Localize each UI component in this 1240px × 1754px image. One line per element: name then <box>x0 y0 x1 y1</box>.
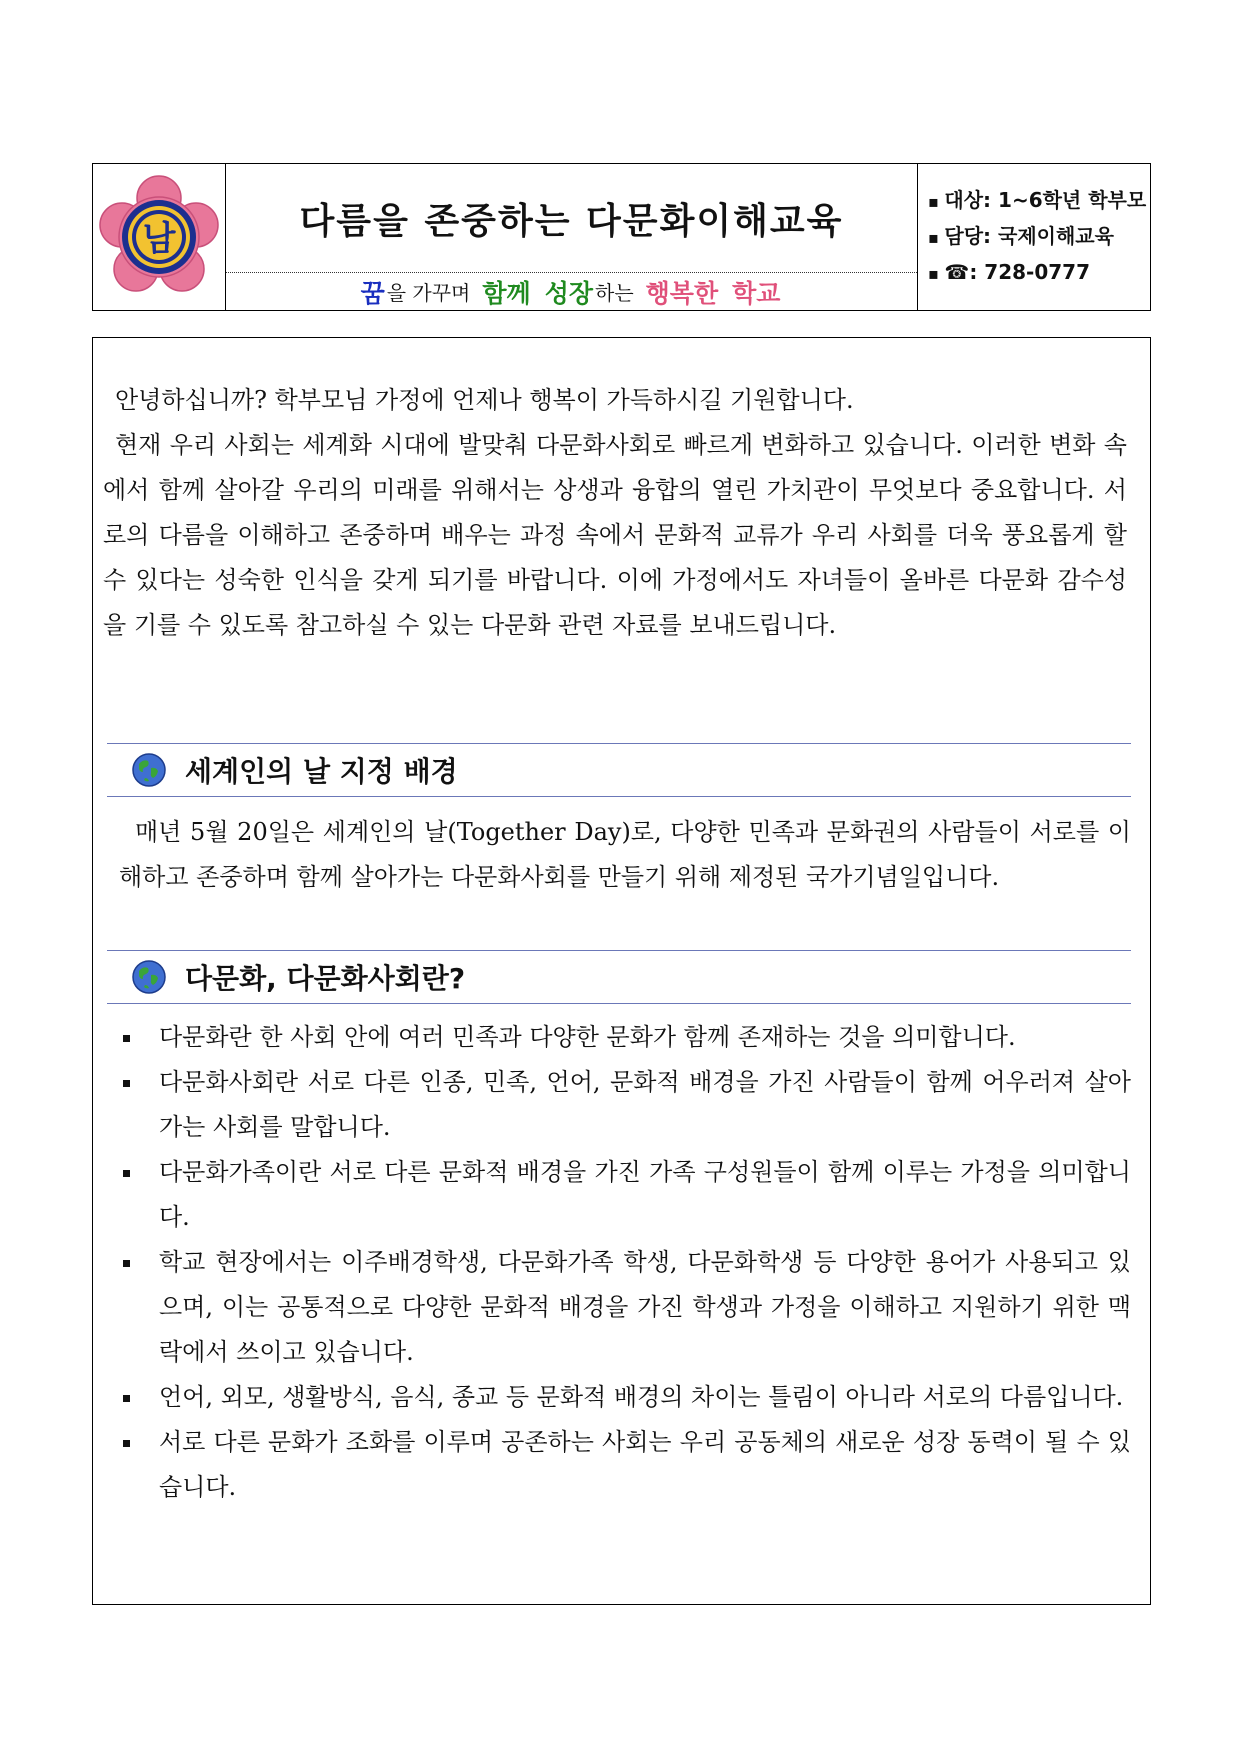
slogan-part1: 을 가꾸며 <box>386 281 471 305</box>
intro-body: 현재 우리 사회는 세계화 시대에 발맞춰 다문화사회로 빠르게 변화하고 있습니다. 이러한 변화 속에서 함께 살아갈 우리의 미래를 위해서는 상생과 융합의 열린 가치관이 무엇보다 중요합니다. 서로의 다름을 이해하고 존중하며 배우는 과정 속에서 문화적 교류가 우리 사회를 더욱 풍요롭게 할 수 있다는 성숙한 인식을 갖게 되기를 바랍니다. 이에 가정에서도 자녀들이 올바른 다문화 감수성을 기를 수 있도록 참고하실 수 있는 다문화 관련 자료를 보내드립니다. <box>103 431 1127 639</box>
school-logo-cell <box>93 164 226 310</box>
slogan-part2: 하는 <box>595 281 634 305</box>
info-manager: ▪ 담당: 국제이해교육 <box>928 219 1150 255</box>
slogan-grow: 성장 <box>544 278 593 308</box>
intro-text <box>103 378 1127 648</box>
list-item: 학교 현장에서는 이주배경학생, 다문화가족 학생, 다문화학생 등 다양한 용어가 사용되고 있으며, 이는 공통적으로 다양한 문화적 배경을 가진 학생과 가정을 이해하고 지원하기 위한 맥락에서 쓰이고 있습니다. <box>121 1240 1131 1375</box>
section-header-together-day <box>107 743 1131 797</box>
slogan-together: 함께 <box>482 278 531 308</box>
list-item: 다문화가족이란 서로 다른 문화적 배경을 가진 가족 구성원들이 함께 이루는 가정을 의미합니다. <box>121 1150 1131 1240</box>
globe-icon <box>131 959 167 995</box>
globe-icon <box>131 752 167 788</box>
title-area <box>226 164 917 273</box>
slogan-dream: 꿈 <box>360 278 385 308</box>
intro-greeting: 안녕하십니까? 학부모님 가정에 언제나 행복이 가득하시길 기원합니다. <box>115 386 854 414</box>
list-item: 서로 다른 문화가 조화를 이루며 공존하는 사회는 우리 공동체의 새로운 성장 동력이 될 수 있습니다. <box>121 1420 1131 1510</box>
main-content-box <box>92 337 1151 1605</box>
section-body: 매년 5월 20일은 세계인의 날(Together Day)로, 다양한 민족과 문화권의 사람들이 서로를 이해하고 존중하며 함께 살아가는 다문화사회를 만들기 위해 제정된 국가기념일입니다. <box>119 818 1131 891</box>
title-cell <box>226 164 918 310</box>
list-item: 언어, 외모, 생활방식, 음식, 종교 등 문화적 배경의 차이는 틀림이 아니라 서로의 다름입니다. <box>121 1375 1131 1420</box>
section-title: 세계인의 날 지정 배경 <box>185 755 458 788</box>
page-title: 다름을 존중하는 다문화이해교육 <box>299 200 844 242</box>
info-phone: ▪ ☎: 728-0777 <box>928 255 1150 291</box>
section-header-multiculture <box>107 950 1131 1004</box>
logo-text: 남 <box>142 219 176 259</box>
definition-list <box>121 1015 1131 1510</box>
info-cell <box>918 164 1150 310</box>
newsletter-header <box>92 163 1151 311</box>
school-logo <box>96 174 222 300</box>
school-slogan <box>226 273 917 310</box>
list-item: 다문화사회란 서로 다른 인종, 민족, 언어, 문화적 배경을 가진 사람들이 함께 어우러져 살아가는 사회를 말합니다. <box>121 1060 1131 1150</box>
slogan-happy: 행복한 <box>645 278 719 308</box>
info-target: ▪ 대상: 1~6학년 학부모 <box>928 183 1150 219</box>
list-item: 다문화란 한 사회 안에 여러 민족과 다양한 문화가 함께 존재하는 것을 의미합니다. <box>121 1015 1131 1060</box>
slogan-school: 학교 <box>732 278 781 308</box>
section-title: 다문화, 다문화사회란? <box>185 962 466 995</box>
